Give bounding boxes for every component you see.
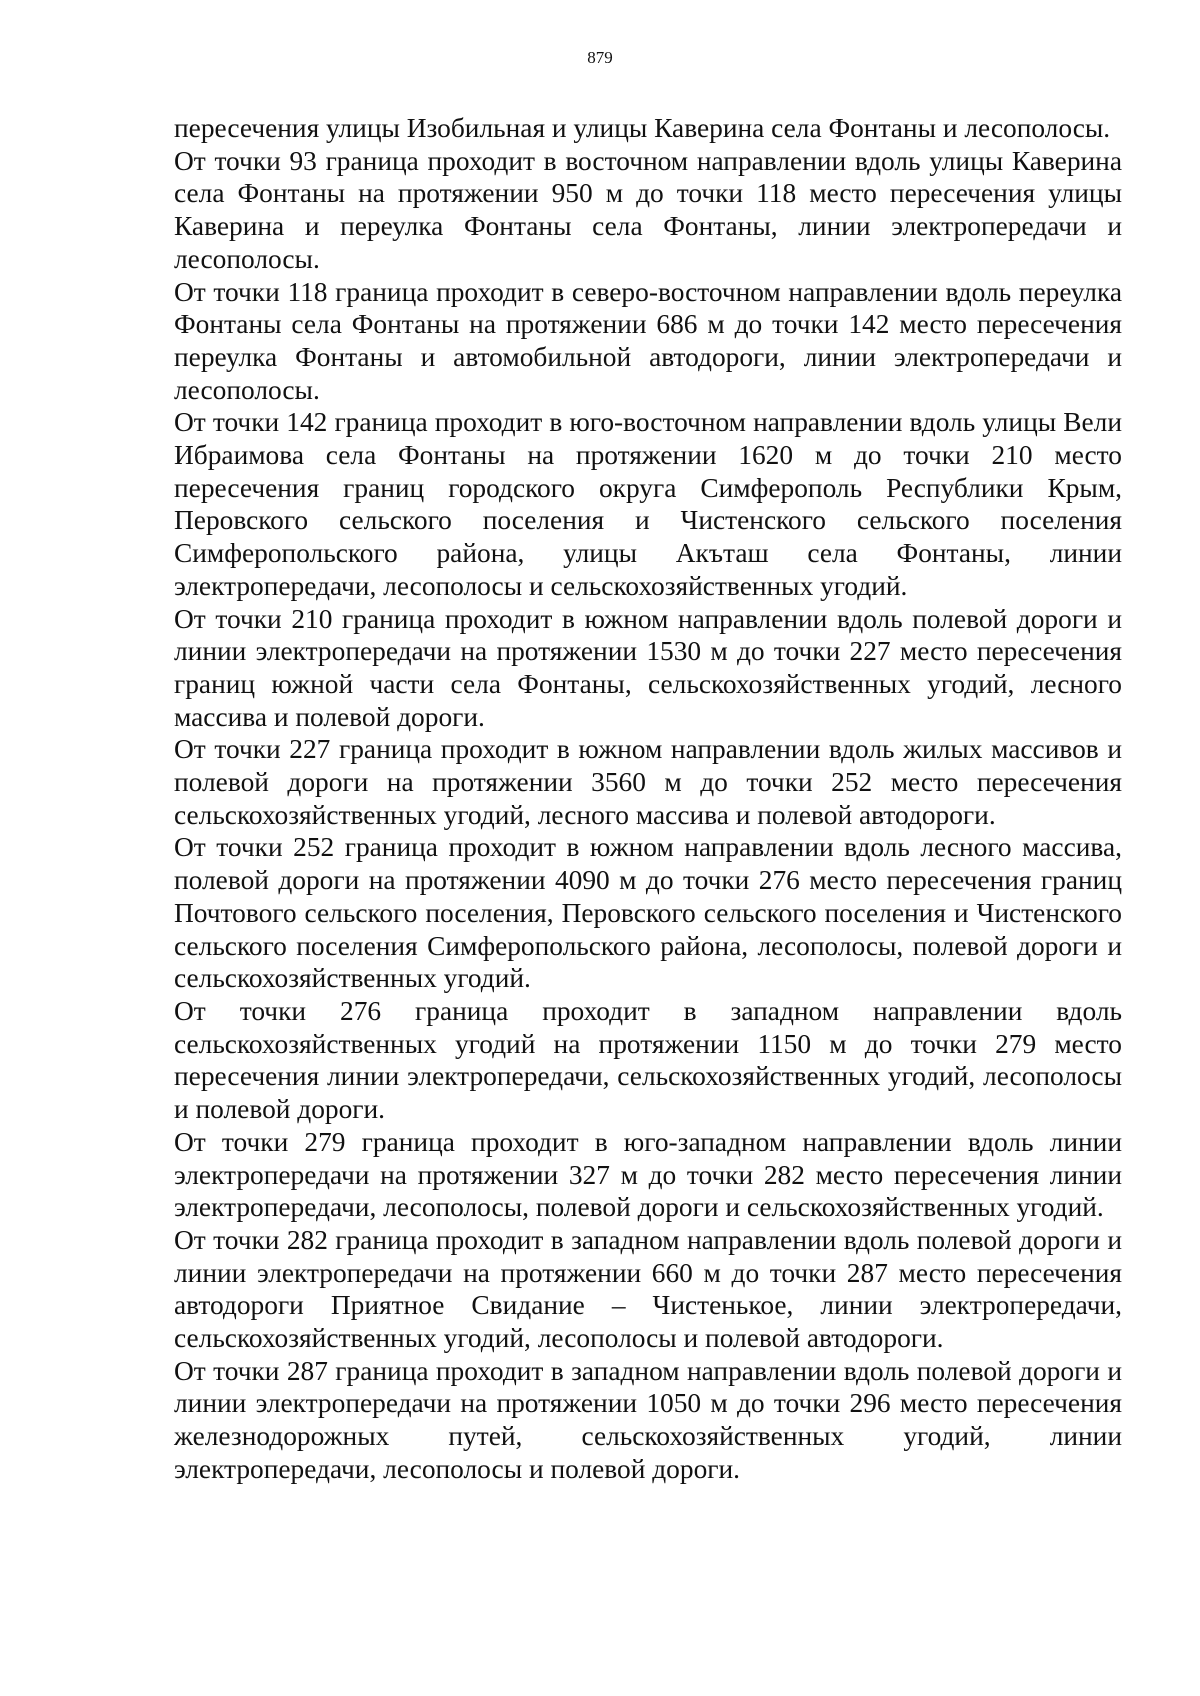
paragraph: От точки 287 граница проходит в западном направлении вдоль полевой дороги и линии электропередачи на протяжении 1050 м до точки 296 место пересечения железнодорожных путей, сельскохозяйственных угодий, линии электропередачи, лесополосы и полевой дороги. [174,1355,1122,1484]
paragraph: От точки 276 граница проходит в западном направлении вдоль сельскохозяйственных угодий на протяжении 1150 м до точки 279 место пересечения линии электропередачи, сельскохозяйственных угодий, лесополосы и полевой дороги. [174,995,1122,1125]
paragraph: От точки 210 граница проходит в южном направлении вдоль полевой дороги и линии электропередачи на протяжении 1530 м до точки 227 место пересечения границ южной части села Фонтаны, сельскохозяйственных угодий, лесного массива и полевой дороги. [174,603,1122,732]
paragraph: От точки 118 граница проходит в северо-восточном направлении вдоль переулка Фонтаны села Фонтаны на протяжении 686 м до точки 142 место пересечения переулка Фонтаны и автомобильной автодороги, линии электропередачи и лесополосы. [174,276,1122,405]
page-number: 879 [587,48,613,67]
paragraph: От точки 227 граница проходит в южном направлении вдоль жилых массивов и полевой дороги на протяжении 3560 м до точки 252 место пересечения сельскохозяйственных угодий, лесного массива и полевой автодороги. [174,734,1122,830]
document-body [174,112,1122,1486]
paragraph: От точки 252 граница проходит в южном направлении вдоль лесного массива, полевой дороги на протяжении 4090 м до точки 276 место пересечения границ Почтового сельского поселения, Перовского сельского поселения и Чистенского сельского поселения Симферопольского района, лесополосы, полевой дороги и сельскохозяйственных угодий. [174,832,1122,994]
paragraph: От точки 142 граница проходит в юго-восточном направлении вдоль улицы Вели Ибраимова села Фонтаны на протяжении 1620 м до точки 210 место пересечения границ городского округа Симферополь Республики Крым, Перовского сельского поселения и Чистенского сельского поселения Симферопольского района, улицы Акъташ села Фонтаны, линии электропередачи, лесополосы и сельскохозяйственных угодий. [174,407,1122,601]
paragraph: пересечения улицы Изобильная и улицы Каверина села Фонтаны и лесополосы. [174,113,1111,143]
paragraph: От точки 282 граница проходит в западном направлении вдоль полевой дороги и линии электропередачи на протяжении 660 м до точки 287 место пересечения автодороги Приятное Свидание – Чистенькое, линии электропередачи, сельскохозяйственных угодий, лесополосы и полевой автодороги. [174,1224,1122,1354]
paragraph: От точки 93 граница проходит в восточном направлении вдоль улицы Каверина села Фонтаны на протяжении 950 м до точки 118 место пересечения улицы Каверина и переулка Фонтаны села Фонтаны, линии электропередачи и лесополосы. [174,145,1122,274]
paragraph: От точки 279 граница проходит в юго-западном направлении вдоль линии электропередачи на протяжении 327 м до точки 282 место пересечения линии электропередачи, лесополосы, полевой дороги и сельскохозяйственных угодий. [174,1126,1122,1223]
